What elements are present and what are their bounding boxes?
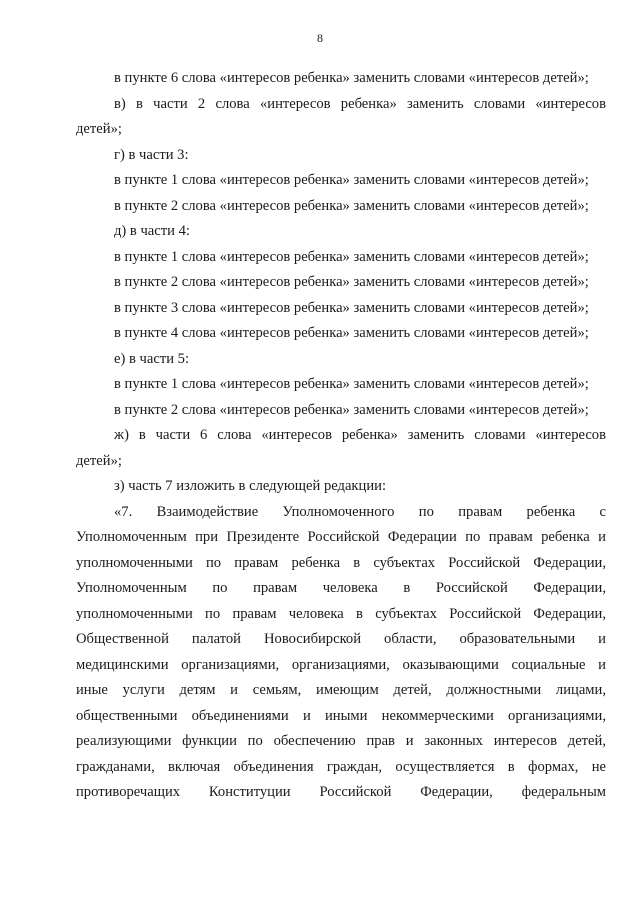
text-line: г) в части 3: [114, 146, 189, 163]
text-line: з) часть 7 изложить в следующей редакции: [114, 478, 387, 494]
text-line: Уполномоченным по правам человека в Российской Федерации, [76, 580, 606, 596]
text-line: «7. Взаимодействие Уполномоченного по правам ребенка с [114, 503, 606, 520]
text-line: в пункте 2 слова «интересов ребенка» заменить словами «интересов детей»; [114, 197, 589, 214]
document-body [76, 66, 606, 806]
text-line: в пункте 1 слова «интересов ребенка» заменить словами «интересов детей»; [114, 248, 589, 265]
text-line: детей»; [76, 121, 122, 137]
text-line: д) в части 4: [114, 223, 190, 239]
text-line: противоречащих Конституции Российской Федерации, федеральным [76, 784, 606, 800]
text-line: Уполномоченным при Президенте Российской Федерации по правам ребенка и [76, 529, 606, 545]
text-line: в пункте 4 слова «интересов ребенка» заменить словами «интересов детей»; [114, 325, 589, 341]
text-line: в) в части 2 слова «интересов ребенка» заменить словами «интересов [114, 95, 606, 112]
text-line: в пункте 1 слова «интересов ребенка» заменить словами «интересов детей»; [114, 376, 589, 392]
text-line: уполномоченными по правам человека в субъектах Российской Федерации, [76, 605, 606, 622]
text-line: ж) в части 6 слова «интересов ребенка» заменить словами «интересов [114, 427, 606, 443]
text-line: иные услуги детям и семьям, имеющим детей, должностными лицами, [76, 682, 606, 698]
text-line: гражданами, включая объединения граждан, осуществляется в формах, не [76, 758, 606, 775]
text-line: Общественной палатой Новосибирской области, образовательными и [76, 631, 606, 647]
text-line: в пункте 6 слова «интересов ребенка» заменить словами «интересов детей»; [114, 70, 589, 86]
text-line: в пункте 2 слова «интересов ребенка» заменить словами «интересов детей»; [114, 274, 589, 290]
page-number: 8 [317, 31, 323, 45]
text-line: общественными объединениями и иными некоммерческими организациями, [76, 707, 606, 724]
text-line: в пункте 2 слова «интересов ребенка» заменить словами «интересов детей»; [114, 401, 589, 418]
text-line: медицинскими организациями, организациями, оказывающими социальные и [76, 656, 606, 673]
text-line: в пункте 3 слова «интересов ребенка» заменить словами «интересов детей»; [114, 299, 589, 316]
text-line: уполномоченными по правам ребенка в субъектах Российской Федерации, [76, 554, 606, 571]
text-line: в пункте 1 слова «интересов ребенка» заменить словами «интересов детей»; [114, 172, 589, 188]
text-line: реализующими функции по обеспечению прав и законных интересов детей, [76, 733, 606, 749]
text-line: е) в части 5: [114, 350, 190, 367]
text-line: детей»; [76, 452, 122, 469]
